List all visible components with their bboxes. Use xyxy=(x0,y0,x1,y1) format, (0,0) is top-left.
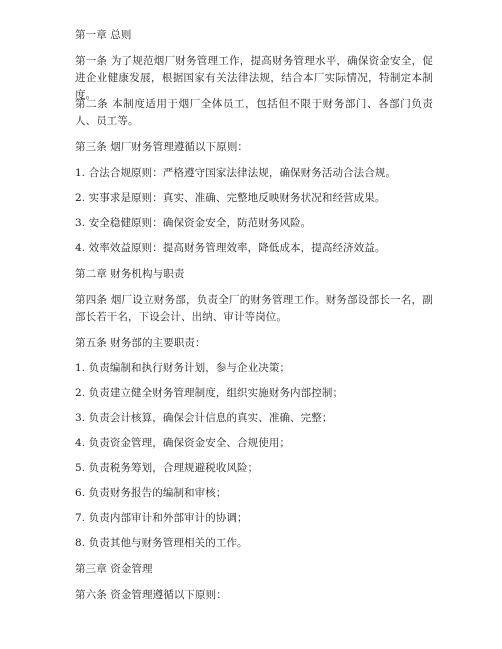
principle-item: 1. 合法合规原则：严格遵守国家法律法规，确保财务活动合法合规。 xyxy=(75,167,397,179)
article-6: 第六条 资金管理遵循以下原则： xyxy=(75,589,227,601)
principle-item: 2. 实事求是原则：真实、准确、完整地反映财务状况和经营成果。 xyxy=(75,192,386,204)
chapter-1-title: 第一章 总则 xyxy=(75,29,132,41)
duty-item: 2. 负责建立健全财务管理制度，组织实施财务内部控制； xyxy=(75,387,344,399)
chapter-2-title: 第二章 财务机构与职责 xyxy=(75,268,185,280)
article-2: 第二条 本制度适用于烟厂全体员工，包括但不限于财务部门、各部门负责人、员工等。 xyxy=(75,98,433,127)
duty-item: 7. 负责内部审计和外部审计的协调； xyxy=(75,512,248,524)
article-4: 第四条 烟厂设立财务部，负责全厂的财务管理工作。财务部设部长一名，副部长若干名，下设会计、出纳、审计等岗位。 xyxy=(75,294,433,323)
duty-item: 8. 负责其他与财务管理相关的工作。 xyxy=(75,537,248,549)
chapter-3-title: 第三章 资金管理 xyxy=(75,563,153,575)
article-5: 第五条 财务部的主要职责： xyxy=(75,337,206,349)
duty-item: 4. 负责资金管理，确保资金安全、合规使用； xyxy=(75,437,291,449)
duty-item: 5. 负责税务筹划，合理规避税收风险； xyxy=(75,462,259,474)
article-3: 第三条 烟厂财务管理遵循以下原则： xyxy=(75,141,249,153)
principle-item: 3. 安全稳健原则：确保资金安全，防范财务风险。 xyxy=(75,217,312,229)
article-1: 第一条 为了规范烟厂财务管理工作，提高财务管理水平，确保资金安全，促进企业健康发展，根据国家有关法律法规，结合本厂实际情况，特制定本制度。 xyxy=(75,55,433,101)
duty-item: 3. 负责会计核算，确保会计信息的真实、准确、完整； xyxy=(75,412,333,424)
duty-item: 1. 负责编制和执行财务计划，参与企业决策； xyxy=(75,362,291,374)
duty-item: 6. 负责财务报告的编制和审核； xyxy=(75,487,227,499)
principle-item: 4. 效率效益原则：提高财务管理效率，降低成本，提高经济效益。 xyxy=(75,242,386,254)
